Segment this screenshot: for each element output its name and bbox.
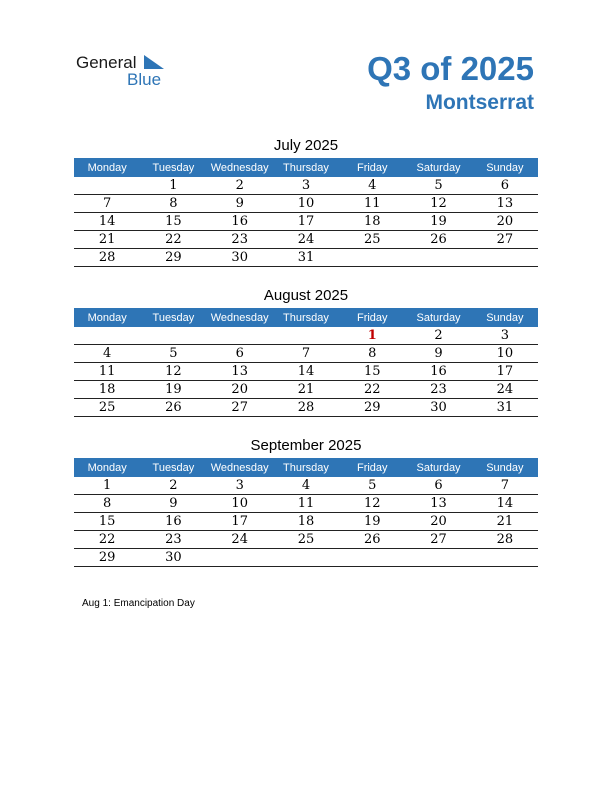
day-cell: 20 <box>405 513 471 531</box>
day-cell: 10 <box>472 345 538 363</box>
weekday-header: Thursday <box>273 158 339 177</box>
day-cell: 21 <box>472 513 538 531</box>
holiday-note: Aug 1: Emancipation Day <box>82 598 195 609</box>
day-cell: 18 <box>273 513 339 531</box>
day-cell: 22 <box>339 381 405 399</box>
weekday-header: Saturday <box>405 308 471 327</box>
day-cell: 3 <box>472 327 538 345</box>
weekday-header: Monday <box>74 158 140 177</box>
day-cell: 17 <box>207 513 273 531</box>
weekday-header: Thursday <box>273 308 339 327</box>
weekday-header: Tuesday <box>140 458 206 477</box>
weekday-header: Friday <box>339 308 405 327</box>
day-cell: 26 <box>339 531 405 549</box>
weekday-header: Monday <box>74 308 140 327</box>
day-cell <box>472 549 538 567</box>
day-cell: 2 <box>140 477 206 495</box>
day-cell <box>405 549 471 567</box>
day-cell: 13 <box>207 363 273 381</box>
day-cell: 15 <box>339 363 405 381</box>
day-cell: 6 <box>405 477 471 495</box>
day-cell <box>140 327 206 345</box>
day-cell: 28 <box>74 249 140 267</box>
day-cell: 5 <box>405 177 471 195</box>
week-row <box>74 213 538 231</box>
weekday-header: Monday <box>74 458 140 477</box>
day-cell <box>472 249 538 267</box>
day-cell <box>74 327 140 345</box>
day-cell: 29 <box>339 399 405 417</box>
day-cell: 4 <box>339 177 405 195</box>
weekday-header: Sunday <box>472 458 538 477</box>
day-cell: 27 <box>472 231 538 249</box>
day-cell: 13 <box>405 495 471 513</box>
month-title: September 2025 <box>250 437 362 454</box>
week-row <box>74 231 538 249</box>
week-row <box>74 249 538 267</box>
month-july <box>74 135 538 267</box>
day-cell: 31 <box>472 399 538 417</box>
day-cell: 30 <box>140 549 206 567</box>
day-cell: 18 <box>339 213 405 231</box>
calendar-table <box>74 158 538 267</box>
weekday-header: Tuesday <box>140 308 206 327</box>
week-row <box>74 177 538 195</box>
weekday-header: Sunday <box>472 158 538 177</box>
day-cell: 13 <box>472 195 538 213</box>
day-cell <box>74 177 140 195</box>
day-cell <box>207 327 273 345</box>
day-cell: 16 <box>405 363 471 381</box>
country-name: Montserrat <box>425 91 534 114</box>
week-row <box>74 399 538 417</box>
day-cell: 16 <box>207 213 273 231</box>
logo-general-text: General <box>76 53 137 72</box>
day-cell: 31 <box>273 249 339 267</box>
day-cell: 9 <box>140 495 206 513</box>
day-cell: 8 <box>140 195 206 213</box>
day-cell: 20 <box>207 381 273 399</box>
week-row <box>74 195 538 213</box>
weekday-header: Friday <box>339 158 405 177</box>
day-cell: 27 <box>207 399 273 417</box>
day-cell: 25 <box>74 399 140 417</box>
day-cell: 29 <box>74 549 140 567</box>
day-cell: 12 <box>140 363 206 381</box>
day-cell: 8 <box>339 345 405 363</box>
day-cell <box>339 549 405 567</box>
day-cell: 23 <box>140 531 206 549</box>
day-cell: 4 <box>74 345 140 363</box>
week-row <box>74 495 538 513</box>
weekday-header-row <box>74 458 538 477</box>
day-cell: 4 <box>273 477 339 495</box>
week-row <box>74 327 538 345</box>
day-cell <box>339 249 405 267</box>
weekday-header-row <box>74 308 538 327</box>
day-cell: 14 <box>472 495 538 513</box>
day-cell: 28 <box>273 399 339 417</box>
day-cell: 10 <box>273 195 339 213</box>
week-row <box>74 549 538 567</box>
weekday-header: Wednesday <box>207 308 273 327</box>
weekday-header: Tuesday <box>140 158 206 177</box>
day-cell: 23 <box>405 381 471 399</box>
month-title: August 2025 <box>263 287 349 304</box>
day-cell: 19 <box>339 513 405 531</box>
weekday-header: Wednesday <box>207 458 273 477</box>
day-cell: 12 <box>339 495 405 513</box>
day-cell: 27 <box>405 531 471 549</box>
weekday-header: Saturday <box>405 458 471 477</box>
logo-flag-icon <box>144 55 164 69</box>
week-row <box>74 477 538 495</box>
day-cell: 30 <box>405 399 471 417</box>
calendar-table <box>74 308 538 417</box>
day-cell <box>405 249 471 267</box>
day-cell: 14 <box>74 213 140 231</box>
month-title: July 2025 <box>273 137 339 154</box>
day-cell: 9 <box>405 345 471 363</box>
day-cell: 30 <box>207 249 273 267</box>
day-cell: 18 <box>74 381 140 399</box>
day-cell <box>273 549 339 567</box>
logo-blue-text: Blue <box>127 70 162 89</box>
logo <box>76 53 176 87</box>
week-row <box>74 363 538 381</box>
day-cell: 2 <box>207 177 273 195</box>
day-cell: 17 <box>472 363 538 381</box>
day-cell: 11 <box>273 495 339 513</box>
weekday-header-row <box>74 158 538 177</box>
day-cell: 12 <box>405 195 471 213</box>
day-cell: 15 <box>140 213 206 231</box>
weekday-header: Saturday <box>405 158 471 177</box>
day-cell: 10 <box>207 495 273 513</box>
week-row <box>74 513 538 531</box>
day-cell: 28 <box>472 531 538 549</box>
weekday-header: Thursday <box>273 458 339 477</box>
day-cell: 5 <box>140 345 206 363</box>
day-cell: 17 <box>273 213 339 231</box>
day-cell: 15 <box>74 513 140 531</box>
day-cell: 11 <box>74 363 140 381</box>
month-september <box>74 435 538 567</box>
day-cell: 21 <box>273 381 339 399</box>
weekday-header: Wednesday <box>207 158 273 177</box>
weekday-header: Sunday <box>472 308 538 327</box>
day-cell: 7 <box>472 477 538 495</box>
day-cell: 25 <box>273 531 339 549</box>
day-cell: 24 <box>273 231 339 249</box>
day-cell: 29 <box>140 249 206 267</box>
day-cell: 3 <box>207 477 273 495</box>
day-cell: 24 <box>472 381 538 399</box>
page-title: Q3 of 2025 <box>367 50 534 87</box>
day-cell: 26 <box>140 399 206 417</box>
day-cell: 3 <box>273 177 339 195</box>
day-cell: 8 <box>74 495 140 513</box>
day-cell: 1 <box>140 177 206 195</box>
day-cell: 19 <box>405 213 471 231</box>
day-cell: 1 <box>74 477 140 495</box>
week-row <box>74 531 538 549</box>
weekday-header: Friday <box>339 458 405 477</box>
day-cell: 22 <box>74 531 140 549</box>
day-cell: 23 <box>207 231 273 249</box>
week-row <box>74 345 538 363</box>
month-august <box>74 285 538 417</box>
day-cell: 21 <box>74 231 140 249</box>
day-cell: 2 <box>405 327 471 345</box>
day-cell: 26 <box>405 231 471 249</box>
week-row <box>74 381 538 399</box>
day-cell: 19 <box>140 381 206 399</box>
day-cell: 20 <box>472 213 538 231</box>
day-cell: 7 <box>74 195 140 213</box>
day-cell: 24 <box>207 531 273 549</box>
day-cell: 25 <box>339 231 405 249</box>
day-cell: 16 <box>140 513 206 531</box>
day-cell: 9 <box>207 195 273 213</box>
day-cell: 5 <box>339 477 405 495</box>
day-cell <box>207 549 273 567</box>
day-cell: 1 <box>339 327 405 345</box>
day-cell: 6 <box>472 177 538 195</box>
calendar-table <box>74 458 538 567</box>
day-cell: 22 <box>140 231 206 249</box>
day-cell: 7 <box>273 345 339 363</box>
day-cell: 6 <box>207 345 273 363</box>
day-cell: 11 <box>339 195 405 213</box>
day-cell: 14 <box>273 363 339 381</box>
day-cell <box>273 327 339 345</box>
